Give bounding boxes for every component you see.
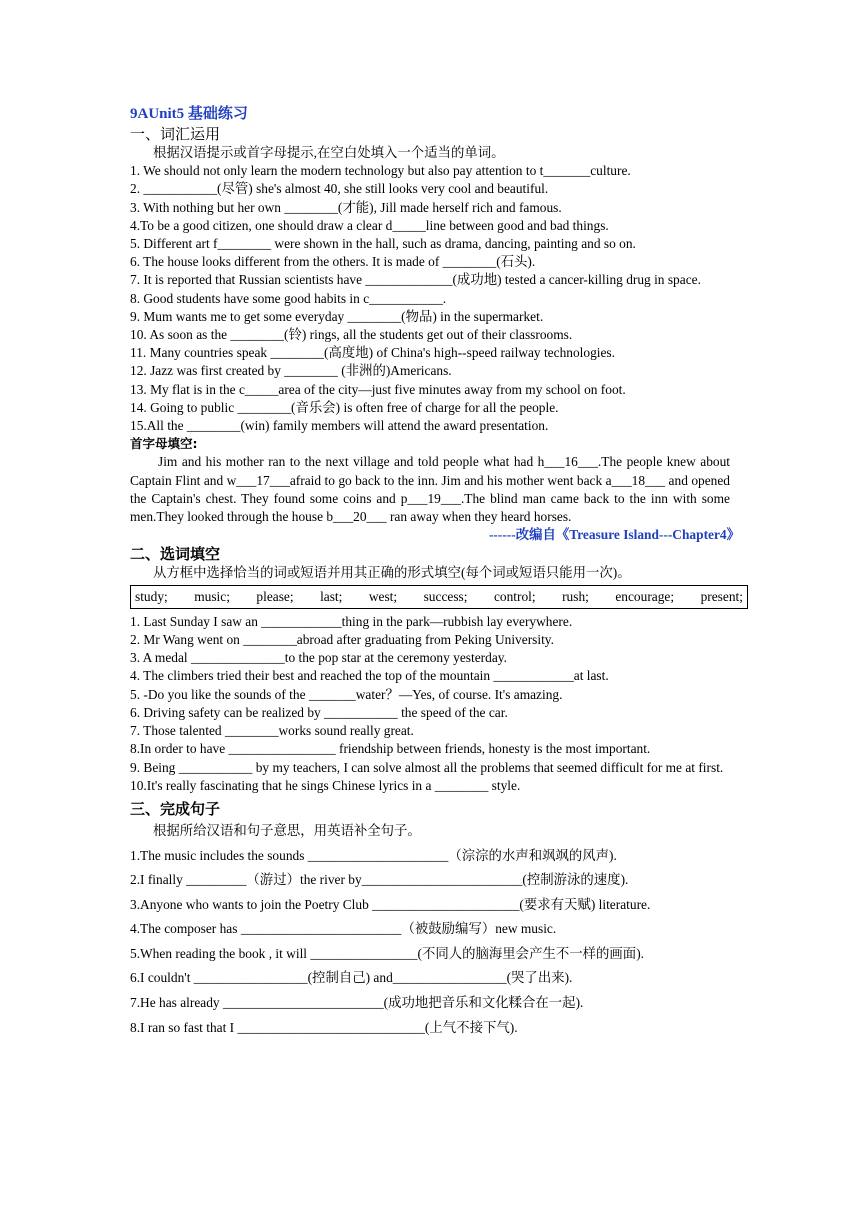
vocab-item-15: 15.All the ________(win) family members will attend the award presentation. [130, 418, 549, 434]
section3-instruction: 根据所给汉语和句子意思，用英语补全句子。 [153, 822, 421, 838]
word-bank-item: control; [493, 588, 536, 604]
section1-items [130, 162, 730, 435]
word-fill-item-8: 8.In order to have ________________ friendship between friends, honesty is the most important. [130, 741, 651, 757]
vocab-item-6: 6. The house looks different from the others. It is made of ________(石头). [130, 254, 536, 270]
word-bank-item: please; [256, 588, 294, 604]
section3-items [130, 844, 730, 1041]
vocab-item-5: 5. Different art f________ were shown in the hall, such as drama, dancing, painting and so on. [130, 236, 636, 252]
word-fill-item-2: 2. Mr Wang went on ________abroad after graduating from Peking University. [130, 632, 554, 648]
word-bank-item: music; [194, 588, 230, 604]
vocab-item-8: 8. Good students have some good habits in c___________. [130, 290, 447, 306]
word-bank-box [130, 585, 748, 609]
vocab-item-13: 13. My flat is in the c_____area of the city—just five minutes away from my school on foot. [130, 381, 626, 397]
word-bank-item: encourage; [615, 588, 675, 604]
sentence-item-3: 3.Anyone who wants to join the Poetry Club ______________________(要求有天赋) literature. [130, 896, 651, 912]
section2-heading: 二、选词填空 [130, 545, 221, 564]
word-fill-item-6: 6. Driving safety can be realized by ___________ the speed of the car. [130, 704, 508, 720]
word-fill-item-9: 9. Being ___________ by my teachers, I can solve almost all the problems that seemed difficult for me at first. [130, 759, 724, 775]
word-fill-item-5: 5. -Do you like the sounds of the _______water？—Yes, of course. It's amazing. [130, 686, 563, 702]
sentence-item-5: 5.When reading the book , it will ________________(不同人的脑海里会产生不一样的画面). [130, 945, 645, 961]
section3-heading: 三、完成句子 [130, 799, 221, 818]
vocab-item-2: 2. ___________(尽管) she's almost 40, she still looks very cool and beautiful. [130, 181, 549, 197]
section1-heading: 一、词汇运用 [130, 125, 221, 143]
section1-instruction: 根据汉语提示或首字母提示,在空白处填入一个适当的单词。 [153, 145, 505, 160]
cloze-passage: Jim and his mother ran to the next village and told people what had h___16___.The people knew about Captain Flint and w___17___afraid to go back to the inn. Jim and his mother went back a___18___ and opened the Captain's chest. They found some coins and p___19___.The blind man came back to the inn with some men.They looked through the house b___20___ ran away when they heard horses. [130, 454, 730, 525]
word-fill-item-3: 3. A medal ______________to the pop star at the ceremony yesterday. [130, 650, 507, 666]
worksheet-title: 9AUnit5 基础练习 [130, 106, 248, 122]
sentence-item-6: 6.I couldn't _________________(控制自己) and_________________(哭了出来). [130, 970, 573, 986]
sentence-item-1: 1.The music includes the sounds _____________________（淙淙的水声和飒飒的风声). [130, 847, 617, 863]
vocab-item-1: 1. We should not only learn the modern technology but also pay attention to t_______culture. [130, 163, 631, 179]
word-fill-item-1: 1. Last Sunday I saw an ____________thing in the park—rubbish lay everywhere. [130, 613, 573, 629]
vocab-item-9: 9. Mum wants me to get some everyday ________(物品) in the supermarket. [130, 308, 544, 324]
word-fill-item-7: 7. Those talented ________works sound really great. [130, 723, 414, 739]
sentence-item-2: 2.I finally _________（游过）the river by________________________(控制游泳的速度). [130, 872, 629, 888]
passage-source: ------改编自《Treasure Island---Chapter4》 [488, 527, 740, 543]
worksheet-content [130, 104, 743, 1040]
initial-letter-heading: 首字母填空: [130, 436, 198, 452]
vocab-item-11: 11. Many countries speak ________(高度地) of China's high--speed railway technologies. [130, 345, 615, 361]
sentence-item-7: 7.He has already ________________________(成功地把音乐和文化糅合在一起). [130, 995, 584, 1011]
word-fill-item-4: 4. The climbers tried their best and reached the top of the mountain ____________at last. [130, 668, 609, 684]
word-bank-item: present; [700, 588, 743, 604]
sentence-item-4: 4.The composer has ________________________（被鼓励编写）new music. [130, 921, 557, 937]
word-bank-item: study; [135, 588, 168, 604]
vocab-item-14: 14. Going to public ________(音乐会) is often free of charge for all the people. [130, 399, 559, 415]
word-fill-item-10: 10.It's really fascinating that he sings Chinese lyrics in a ________ style. [130, 777, 521, 793]
word-bank-item: last; [320, 588, 343, 604]
vocab-item-10: 10. As soon as the ________(铃) rings, all the students get out of their classrooms. [130, 327, 573, 343]
sentence-item-8: 8.I ran so fast that I ____________________________(上气不接下气). [130, 1019, 518, 1035]
section2-instruction: 从方框中选择恰当的词或短语并用其正确的形式填空(每个词或短语只能用一次)。 [153, 565, 631, 581]
word-bank-item: success; [423, 588, 468, 604]
word-bank-item: rush; [562, 588, 589, 604]
vocab-item-4: 4.To be a good citizen, one should draw a clear d_____line between good and bad things. [130, 217, 609, 233]
section2-items [130, 613, 730, 795]
vocab-item-12: 12. Jazz was first created by ________ (非洲的)Americans. [130, 363, 452, 379]
vocab-item-3: 3. With nothing but her own ________(才能), Jill made herself rich and famous. [130, 199, 562, 215]
word-bank-item: west; [368, 588, 398, 604]
vocab-item-7: 7. It is reported that Russian scientists have _____________(成功地) tested a cancer-killing drug in space. [130, 272, 701, 288]
